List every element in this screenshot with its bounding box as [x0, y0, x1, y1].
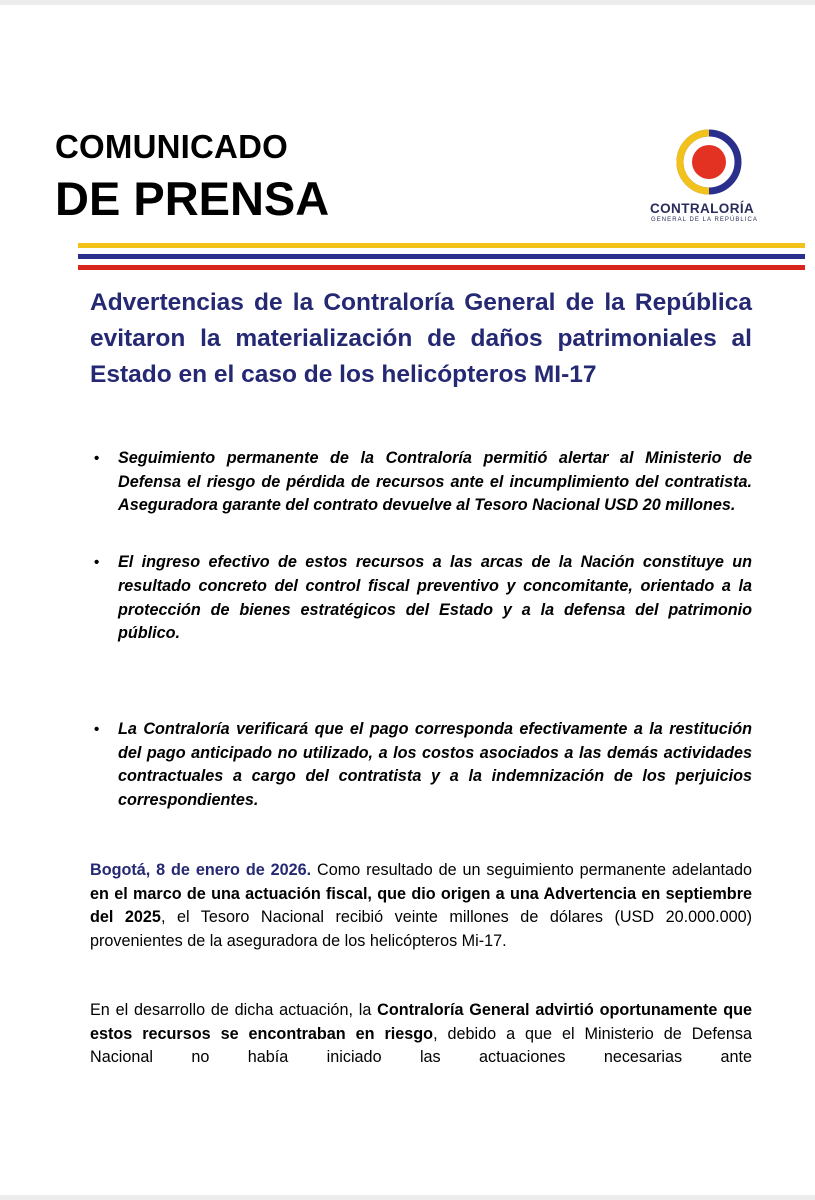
dateline: Bogotá, 8 de enero de 2026.	[90, 861, 312, 879]
bullet-item	[94, 447, 752, 518]
yellow-stripe	[78, 243, 805, 248]
red-stripe	[78, 265, 805, 270]
bullet-dot-icon: •	[94, 554, 100, 572]
summary-bullets	[94, 447, 752, 813]
body-paragraph-1	[90, 859, 752, 954]
logo-name: CONTRALORÍA	[650, 201, 755, 216]
bullet-dot-icon: •	[94, 720, 100, 738]
contraloria-logo-icon	[676, 129, 742, 195]
bullet-text: El ingreso efectivo de estos recursos a las arcas de la Nación constituye un resultado concreto del control fiscal preventivo y concomitante, orientado a la protección de bienes estratégicos del Estado y a la defensa del patrimonio público.	[118, 553, 752, 643]
bullet-text: La Contraloría verificará que el pago corresponda efectivamente a la restitución del pago anticipado no utilizado, a los costos asociados a las demás actividades contractuales a cargo del contratista y a la indemnización de los perjuicios correspondientes.	[118, 719, 752, 810]
paragraph-bold-text: en el marco de una actuación fiscal, que dio origen a una Advertencia en septiembre del 2025	[90, 884, 752, 927]
bullet-dot-icon: •	[94, 450, 100, 467]
paragraph-bold-text: Contraloría General advirtió oportunamente que estos recursos se encontraban en riesgo	[90, 1001, 752, 1043]
bullet-item	[94, 551, 752, 646]
paragraph-text: En el desarrollo de dicha actuación, la	[90, 1001, 378, 1019]
paragraph-text: , el Tesoro Nacional recibió veinte millones de dólares (USD 20.000.000) provenientes de la aseguradora de los helicópteros Mi-17.	[90, 908, 752, 951]
bullet-text: Seguimiento permanente de la Contraloría permitió alertar al Ministerio de Defensa el riesgo de pérdida de recursos ante el incumplimiento del contratista. Aseguradora garante del contrato devuelve al Tesoro Nacional USD 20 millones.	[118, 449, 752, 515]
logo-subtitle: GENERAL DE LA REPÚBLICA	[651, 217, 758, 223]
headline: Advertencias de la Contraloría General de la República evitaron la materialización de daños patrimoniales al Estado en el caso de los helicópteros MI-17	[90, 289, 752, 388]
bullet-item	[94, 718, 752, 813]
paragraph-text: , debido a que el Ministerio de Defensa Nacional no había iniciado las actuaciones necesarias ante	[90, 1024, 753, 1067]
title-de-prensa: DE PRENSA	[55, 172, 330, 225]
document-page	[0, 5, 815, 1195]
body-paragraph-2	[90, 999, 752, 1070]
title-comunicado: COMUNICADO	[55, 128, 288, 165]
blue-stripe	[78, 254, 805, 259]
paragraph-text: Como resultado de un seguimiento permanente adelantado	[311, 861, 752, 879]
